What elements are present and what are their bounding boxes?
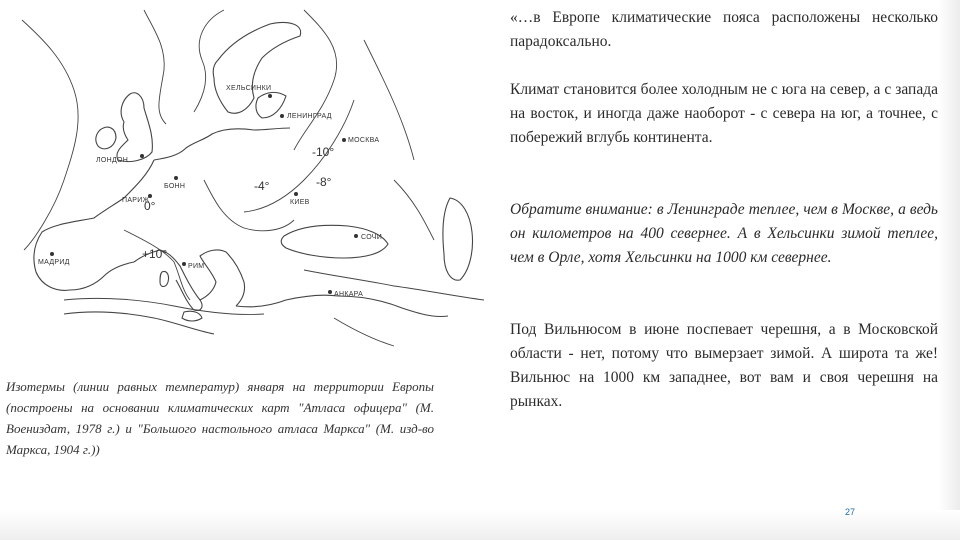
city-label-kiev: КИЕВ xyxy=(290,199,310,206)
isotherm-label: 0° xyxy=(144,199,156,213)
city-dot-leningrad xyxy=(280,114,284,118)
isotherm-map xyxy=(4,0,500,348)
city-dot-sochi xyxy=(354,234,358,238)
paragraph-attention-note: Обратите внимание: в Ленинграде теплее, чем в Москве, а ведь он километров на 400 севернее. А в Хельсинки зимой теплее, чем в Орле, хотя Хельсинки на 1000 км севернее. xyxy=(510,201,938,266)
isotherm-label: -8° xyxy=(316,175,332,189)
isotherm-line xyxy=(144,10,166,124)
isotherm-line xyxy=(194,10,224,112)
city-label-paris: ПАРИЖ xyxy=(122,197,150,204)
slide-bottom-shade xyxy=(0,510,960,540)
anatolia-coast xyxy=(338,296,448,317)
city-label-london: ЛОНДОН xyxy=(96,157,129,164)
isotherm-line xyxy=(22,20,78,250)
paragraph-intro: «…в Европе климатические пояса расположены несколько парадоксально. xyxy=(510,9,938,50)
city-label-madrid: МАДРИД xyxy=(38,259,70,266)
paragraph-climate-direction: Климат становится более холодным не с юга на север, а с запада на восток, и иногда даже наоборот - с севера на юг, а точнее, с побережий вглубь континента. xyxy=(510,81,938,146)
city-dot-bonn xyxy=(174,176,178,180)
island-outline xyxy=(160,271,169,286)
balkans-coast xyxy=(200,250,245,306)
sicily-outline xyxy=(182,311,202,321)
city-label-leningrad: ЛЕНИНГРАД xyxy=(287,113,332,120)
north-sea-coast xyxy=(154,128,290,160)
black-sea-coast xyxy=(281,225,388,258)
europe-map-drawing xyxy=(4,0,500,348)
isotherm-line xyxy=(124,230,190,300)
isotherm-line xyxy=(394,180,434,240)
map-caption: Изотермы (линии равных температур) января на территории Европы (построены на основании климатических карт "Атласа офицера" (М. Воениздат, 1978 г.) и "Большого настольного атласа Маркса" (М. изд-во Маркса, 1904 г.)) xyxy=(6,379,434,457)
iberia-coast xyxy=(34,160,154,290)
paragraph-vilnius-cherry: Под Вильнюсом в июне поспевает черешня, а в Московской области - нет, потому что вымерзает зимой. А широта та же! Вильнюс на 1000 км западнее, вот вам и своя черешня на рынках. xyxy=(510,321,938,410)
city-dot-helsinki xyxy=(268,94,272,98)
north-africa-coast xyxy=(64,312,214,334)
city-dot-london xyxy=(140,154,144,158)
city-label-ankara: АНКАРА xyxy=(334,291,364,298)
page-number: 27 xyxy=(845,507,856,517)
great-britain-coast xyxy=(117,93,152,162)
city-label-helsinki: ХЕЛЬСИНКИ xyxy=(226,85,272,92)
caspian-sea-coast xyxy=(443,198,473,280)
isotherm-label: -4° xyxy=(254,179,270,193)
city-label-moscow: МОСКВА xyxy=(348,137,380,144)
city-dot-rome xyxy=(182,262,186,266)
isotherm-label: -10° xyxy=(312,145,335,159)
city-dot-madrid xyxy=(50,252,54,256)
ireland-coast xyxy=(96,127,116,149)
city-label-bonn: БОНН xyxy=(164,183,186,190)
city-label-rome: РИМ xyxy=(188,263,205,270)
isotherm-label: +10° xyxy=(142,247,168,261)
isotherm-line xyxy=(204,180,294,231)
slide-edge-shade xyxy=(938,0,960,540)
isotherm-line xyxy=(334,318,394,346)
aegean-coast xyxy=(236,295,338,307)
city-dot-moscow xyxy=(342,138,346,142)
city-dot-kiev xyxy=(294,192,298,196)
city-label-sochi: СОЧИ xyxy=(361,234,383,241)
city-dot-ankara xyxy=(328,290,332,294)
